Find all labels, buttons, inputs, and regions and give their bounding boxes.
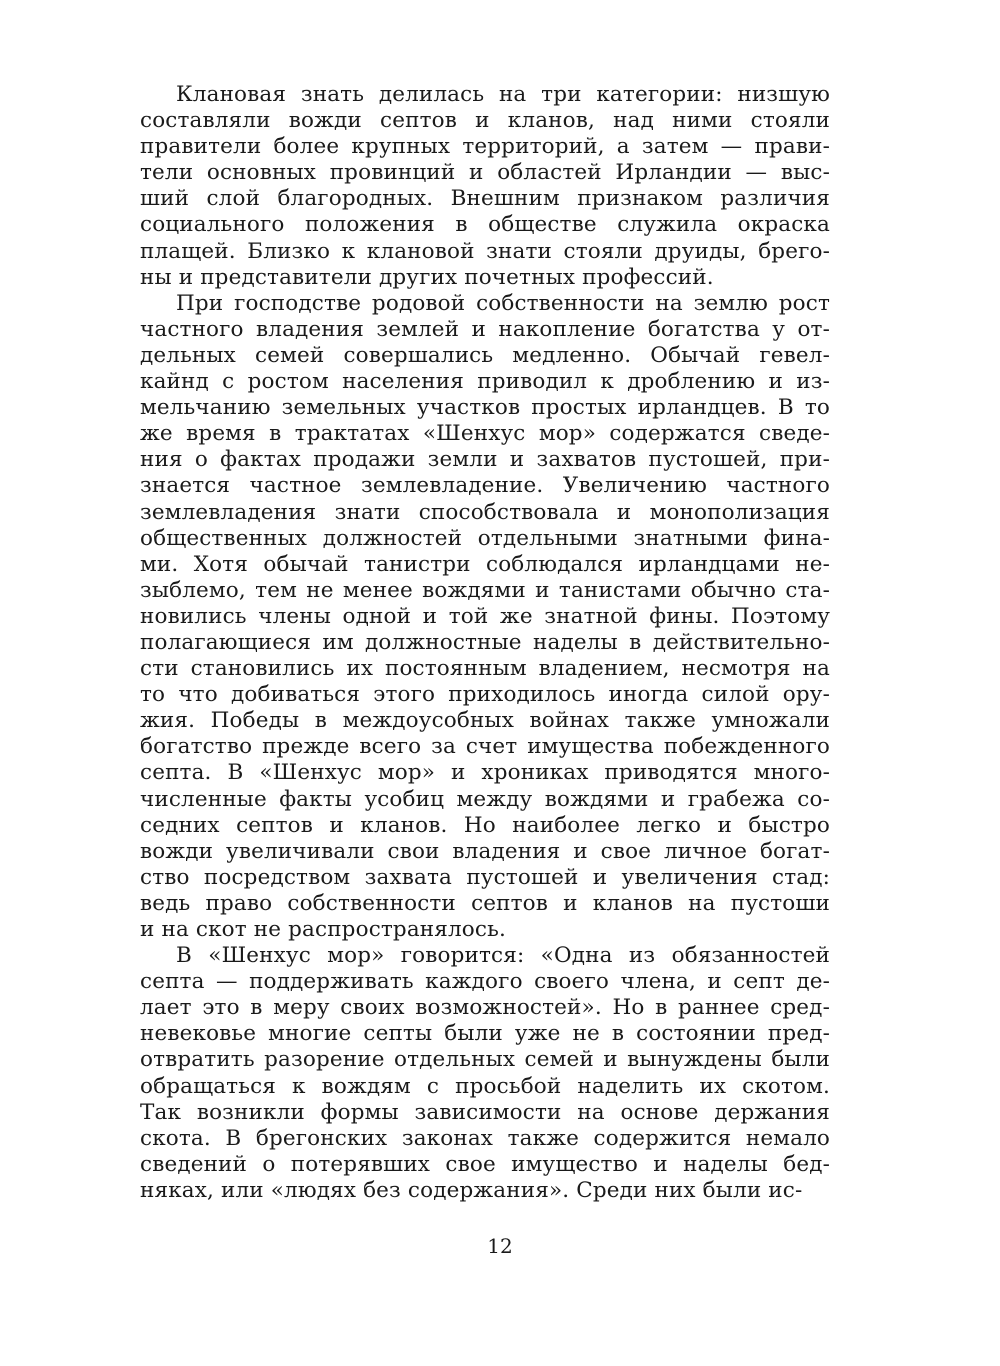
text-line: Так возникли формы зависимости на основе держания bbox=[140, 1099, 830, 1125]
text-line: плащей. Близко к клановой знати стояли друиды, брего- bbox=[140, 238, 830, 264]
text-line: скота. В брегонских законах также содержится немало bbox=[140, 1125, 830, 1151]
text-line: септа. В «Шенхус мор» и хрониках приводятся много- bbox=[140, 760, 830, 786]
text-line: полагающиеся им должностные наделы в действительно- bbox=[140, 629, 830, 655]
text-line: При господстве родовой собственности на землю рост bbox=[176, 290, 830, 316]
text-line: вожди увеличивали свои владения и свое личное богат- bbox=[140, 838, 830, 864]
text-line: правители более крупных территорий, а затем — прави- bbox=[140, 134, 830, 160]
text-line: сти становились их постоянным владением, несмотря на bbox=[140, 656, 830, 682]
text-line: социального положения в обществе служила окраска bbox=[140, 212, 830, 238]
text-line: жия. Победы в междоусобных войнах также умножали bbox=[140, 708, 830, 734]
text-line: невековье многие септы были уже не в состоянии пред- bbox=[140, 1021, 830, 1047]
text-line: отвратить разорение отдельных семей и вынуждены были bbox=[140, 1047, 830, 1073]
text-line: В «Шенхус мор» говорится: «Одна из обязанностей bbox=[176, 943, 830, 969]
text-line: тели основных провинций и областей Ирландии — выс- bbox=[140, 160, 830, 186]
text-line: землевладения знати способствовала и монополизация bbox=[140, 499, 830, 525]
text-line: то что добиваться этого приходилось иногда силой ору- bbox=[140, 682, 830, 708]
text-line: лает это в меру своих возможностей». Но в раннее сред- bbox=[140, 995, 830, 1021]
text-line: богатство прежде всего за счет имущества побежденного bbox=[140, 734, 830, 760]
text-line: седних септов и кланов. Но наиболее легко и быстро bbox=[140, 812, 830, 838]
paragraph bbox=[140, 82, 830, 291]
text-line: ми. Хотя обычай танистри соблюдался ирландцами не- bbox=[140, 551, 830, 577]
text-line: ство посредством захвата пустошей и увеличения стад: bbox=[140, 864, 830, 890]
text-line: Клановая знать делилась на три категории: низшую bbox=[176, 82, 830, 107]
text-line: ший слой благородных. Внешним признаком различия bbox=[140, 186, 830, 212]
text-line: знается частное землевладение. Увеличению частного bbox=[140, 473, 830, 499]
text-line: и на скот не распространялось. bbox=[140, 917, 506, 942]
paragraph bbox=[140, 943, 830, 1204]
text-line: обращаться к вождям с просьбой наделить их скотом. bbox=[140, 1073, 830, 1099]
text-line: няках, или «людях без содержания». Среди них были ис- bbox=[140, 1177, 803, 1203]
text-line: новились члены одной и той же знатной фины. Поэтому bbox=[140, 603, 830, 629]
text-line: составляли вожди септов и кланов, над ними стояли bbox=[140, 108, 830, 134]
text-line: сведений о потерявших свое имущество и наделы бед- bbox=[140, 1151, 830, 1177]
body-text bbox=[140, 82, 830, 1204]
text-line: кайнд с ростом населения приводил к дроблению и из- bbox=[140, 369, 830, 395]
page-number: 12 bbox=[487, 1234, 513, 1258]
text-line: ведь право собственности септов и кланов на пустоши bbox=[140, 890, 830, 916]
text-line: же время в трактатах «Шенхус мор» содержатся сведе- bbox=[140, 421, 830, 447]
text-line: ния о фактах продажи земли и захватов пустошей, при- bbox=[140, 447, 830, 473]
text-line: ны и представители других почетных профессий. bbox=[140, 264, 714, 290]
text-line: численные факты усобиц между вождями и грабежа со- bbox=[140, 786, 830, 812]
paragraph bbox=[140, 291, 830, 943]
text-line: зыблемо, тем не менее вождями и танистами обычно ста- bbox=[140, 577, 830, 603]
text-line: дельных семей совершались медленно. Обычай гевел- bbox=[140, 342, 830, 368]
text-line: частного владения землей и накопление богатства у от- bbox=[140, 316, 830, 342]
text-line: мельчанию земельных участков простых ирландцев. В то bbox=[140, 395, 830, 421]
text-line: общественных должностей отдельными знатными фина- bbox=[140, 525, 830, 551]
text-line: септа — поддерживать каждого своего члена, и септ де- bbox=[140, 969, 830, 995]
